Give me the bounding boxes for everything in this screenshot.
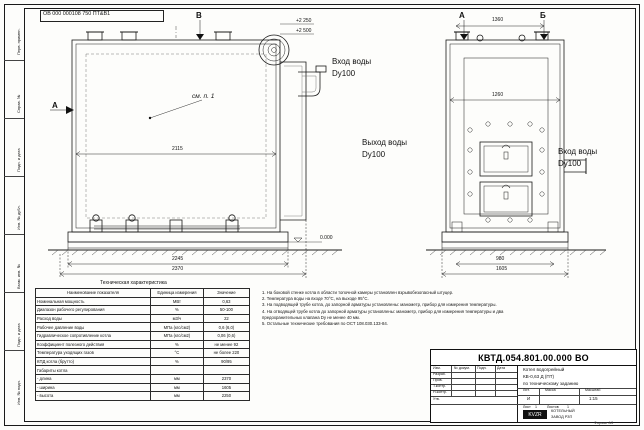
spec-table-row — [36, 314, 250, 323]
dim-right-1360: 1360 — [492, 17, 504, 23]
spec-cell: °С — [150, 349, 203, 358]
frame-outer-left — [4, 4, 5, 426]
outlet-label-line1: Выход воды — [362, 138, 408, 147]
note-item-3: 3. На подводящей трубе котла, до запорной арматуры установлены: манометр, прибор для измерения температуры. — [262, 302, 497, 308]
section-label-b-right: Б — [540, 11, 546, 20]
margin-divider-6 — [4, 350, 24, 351]
spec-cell — [150, 366, 203, 375]
title-block-right-col-1 — [539, 388, 540, 404]
spec-table-row — [36, 306, 250, 315]
see-item-1-text: см. п. 1 — [192, 93, 215, 100]
spec-cell: Габариты котла — [36, 366, 151, 375]
note-item-5: 5. Остальные технические требования по ОСТ 108.030.133-84. — [262, 321, 388, 327]
spec-cell: Температура уходящих газов — [36, 349, 151, 358]
spec-cell: МВт — [150, 297, 203, 306]
dim-right-980: 980 — [496, 256, 505, 262]
margin-divider-5 — [4, 292, 24, 293]
dim-left-2115: 2115 — [172, 146, 183, 152]
spec-table-header-row — [36, 289, 250, 298]
section-label-a-right: А — [459, 11, 465, 20]
spec-cell: 2370 — [203, 374, 249, 383]
product-name-line3: по техническому заданию — [523, 381, 579, 386]
margin-divider-3 — [4, 176, 24, 177]
spec-cell: 50-100 — [203, 306, 249, 315]
spec-table-row — [36, 331, 250, 340]
title-block-row-6 — [431, 404, 517, 405]
spec-cell — [203, 366, 249, 375]
note-item-4: 4. На отводящей трубе котла до запорной арматуры установлены: манометр, прибор для измерения температуры и два предохранительных клапана Dу не менее 40 мм. — [262, 308, 504, 320]
company-logo — [523, 410, 547, 419]
lit-header: Лит. — [523, 388, 530, 392]
left-view-drawing — [30, 11, 360, 284]
title-block-col-div-2 — [451, 366, 452, 396]
stamp-role-4: Н.контр. — [433, 390, 447, 394]
spec-cell: мм — [150, 374, 203, 383]
margin-label-5: Подп. и дата — [16, 323, 21, 347]
spec-cell: % — [150, 306, 203, 315]
sheet-value: 1 — [535, 405, 537, 409]
format-note: Формат A3 — [594, 421, 614, 425]
spec-header-0: Наименование показателя — [36, 289, 151, 298]
spec-cell: КПД котла (брутто) — [36, 357, 151, 366]
margin-divider-1 — [4, 60, 24, 61]
section-label-a-left: А — [52, 101, 58, 110]
scale-value: 1:15 — [589, 396, 598, 401]
spec-cell: Расход воды — [36, 314, 151, 323]
title-block — [430, 365, 637, 423]
level-2250-text: +2 250 — [296, 18, 312, 24]
spec-cell: МПа (кгс/см2) — [150, 331, 203, 340]
spec-table-caption: Техническая характеристика — [100, 280, 167, 286]
title-block-row-5 — [431, 396, 517, 397]
spec-cell: 90/95 — [203, 357, 249, 366]
title-block-col-div-4 — [495, 366, 496, 396]
spec-cell: 1605 — [203, 383, 249, 392]
spec-cell: не менее 92 — [203, 340, 249, 349]
stamp-role-2: Пров. — [433, 378, 443, 382]
spec-cell: Коэффициент полезного действия — [36, 340, 151, 349]
spec-table-row — [36, 366, 250, 375]
spec-table-row — [36, 374, 250, 383]
spec-cell: Гидравлическое сопротивление котла — [36, 331, 151, 340]
margin-label-4: Взам. инв. № — [16, 264, 21, 289]
stage-letter: И — [527, 396, 531, 401]
frame-outer-bottom — [4, 425, 640, 426]
top-left-code-text: ОВ 000 000108 750 ПТ&В1 — [43, 11, 111, 17]
inlet-right-label-line2: Dy100 — [558, 159, 582, 168]
stamp-col4-0: Дата — [497, 366, 505, 370]
stamp-col2-0: № докум. — [454, 366, 470, 370]
spec-cell: мм — [150, 383, 203, 392]
margin-label-3: Инв. № дубл. — [16, 205, 21, 230]
title-block-col-div-3 — [475, 366, 476, 396]
spec-header-2: Значение — [203, 289, 249, 298]
stamp-role-0: Изм. — [433, 366, 441, 370]
spec-table-row — [36, 392, 250, 401]
notes-block — [262, 290, 512, 327]
spec-table-row — [36, 323, 250, 332]
dim-right-1605: 1605 — [496, 266, 508, 272]
frame-outer-top — [4, 4, 640, 5]
margin-label-6: Инв. № подп. — [16, 380, 21, 405]
dim-left-2370: 2370 — [172, 266, 184, 272]
spec-cell: Рабочее давление воды — [36, 323, 151, 332]
title-block-right-col-2 — [579, 388, 580, 404]
spec-cell: % — [150, 340, 203, 349]
spec-cell: 0,6 (6,0) — [203, 323, 249, 332]
margin-divider-4 — [4, 234, 24, 235]
spec-table — [35, 288, 250, 401]
spec-cell: % — [150, 357, 203, 366]
margin-label-2: Подп. и дата — [16, 148, 21, 172]
stamp-role-5: Утв. — [433, 397, 440, 401]
product-name-line1: Котел водогрейный — [523, 367, 565, 372]
sheets-value: 1 — [567, 405, 569, 409]
margin-label-1: Справ. № — [16, 94, 21, 113]
spec-table-body — [36, 297, 250, 400]
title-block-right-div-2 — [517, 395, 636, 396]
sheet-label: Лист — [523, 405, 531, 409]
frame-inner-top — [24, 8, 636, 9]
title-code-text: КВТД.054.801.00.000 ВО — [478, 353, 589, 363]
spec-table-row — [36, 383, 250, 392]
frame-inner-left — [24, 8, 25, 422]
stamp-col3-0: Подп. — [477, 366, 487, 370]
company-name-line2: ЗАВОД РЗП — [551, 415, 573, 419]
product-name-line2: КВ-0,63 Д (ПТ) — [523, 374, 555, 379]
title-block-col-div-1 — [517, 366, 518, 422]
spec-cell: мм — [150, 392, 203, 401]
margin-label-0: Перв. примен. — [16, 28, 21, 55]
spec-cell: - ширина — [36, 383, 151, 392]
spec-cell: 2250 — [203, 392, 249, 401]
sheets-label: Листов — [547, 405, 559, 409]
scale-header: Масштаб — [585, 388, 601, 392]
dim-left-2245: 2245 — [172, 256, 184, 262]
note-item-1: 1. На боковой стенке котла в области топочной камеры установлен взрывобезопасный штуцер. — [262, 290, 454, 295]
outlet-label-line2: Dy100 — [362, 150, 386, 159]
spec-table-row — [36, 340, 250, 349]
dim-right-1260: 1260 — [492, 92, 504, 98]
title-block-right-div-1 — [517, 388, 636, 389]
level-zero-text: 0.000 — [320, 235, 333, 241]
spec-cell: не более 220 — [203, 349, 249, 358]
spec-cell: 0,63 — [203, 297, 249, 306]
margin-divider-2 — [4, 118, 24, 119]
spec-table-row — [36, 357, 250, 366]
mass-header: Масса — [545, 388, 556, 392]
spec-cell: м3/ч — [150, 314, 203, 323]
inlet-top-label-line2: Dy100 — [332, 69, 356, 78]
spec-table-row — [36, 297, 250, 306]
spec-cell: 22 — [203, 314, 249, 323]
spec-cell: - длина — [36, 374, 151, 383]
inlet-right-label-line1: Вход воды — [558, 147, 598, 156]
spec-cell: - высота — [36, 392, 151, 401]
inlet-top-label-line1: Вход воды — [332, 57, 372, 66]
spec-table-row — [36, 349, 250, 358]
frame-outer-right — [639, 4, 640, 426]
spec-cell: Номинальная мощность — [36, 297, 151, 306]
note-item-2: 2. Температура воды на входе 70°С, на выходе 95°С. — [262, 296, 369, 302]
title-block-row-2 — [431, 378, 517, 379]
level-2500-text: +2 500 — [296, 28, 312, 34]
spec-header-1: Единица измерения — [150, 289, 203, 298]
section-label-b-left: В — [196, 11, 202, 20]
spec-cell: 0,06 (0,6) — [203, 331, 249, 340]
stamp-role-3: Т.контр. — [433, 384, 447, 388]
company-name-line1: КОТЕЛЬНЫЙ — [551, 409, 575, 413]
spec-cell: МПа (кгс/см2) — [150, 323, 203, 332]
spec-cell: Диапазон рабочего регулирования — [36, 306, 151, 315]
stamp-role-1: Разраб. — [433, 372, 446, 376]
company-logo-text: KVZR — [528, 411, 542, 418]
